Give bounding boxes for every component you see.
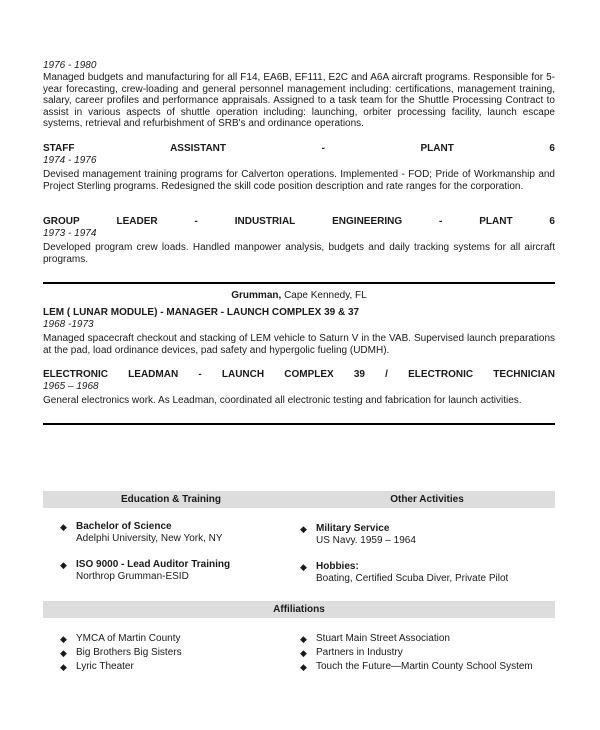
title-word: ELECTRONIC bbox=[408, 369, 474, 380]
title-word: STAFF bbox=[43, 143, 75, 154]
employer-name: Grumman, bbox=[231, 290, 282, 301]
title-word: ENGINEERING bbox=[332, 216, 403, 227]
job4-title: LEM ( LUNAR MODULE) - MANAGER - LAUNCH COMPLEX 39 & 37 bbox=[43, 307, 360, 318]
divider bbox=[43, 282, 555, 284]
list-item bbox=[300, 523, 555, 547]
job2-title bbox=[43, 143, 555, 155]
title-word: 6 bbox=[549, 216, 555, 227]
title-word: ELECTRONIC bbox=[43, 369, 108, 380]
bullet-icon: ◆ bbox=[60, 634, 67, 644]
bullet-icon: ◆ bbox=[300, 634, 307, 644]
affiliation-label: YMCA of Martin County bbox=[76, 633, 181, 644]
title-word: PLANT bbox=[420, 143, 454, 154]
title-word: ASSISTANT bbox=[170, 143, 226, 154]
title-word: LAUNCH bbox=[221, 369, 265, 380]
list-item bbox=[60, 559, 290, 583]
job1-description: Managed budgets and manufacturing for all F14, EA6B, EF111, E2C and A6A aircraft programs. Responsible for 5-year forecasting, crew-loading and general personnel management including: certifications, management training, salary, career profiles and performance appraisals. Assigned to a task team for the Shuttle Processing Contract to assist in various aspects of shuttle operation including: launching, orbiter processing facility, launch escape systems, retrieval and refurbishment of SRB's and ordinance operations. bbox=[43, 72, 555, 129]
job5-title bbox=[43, 369, 555, 381]
education-title: Bachelor of Science bbox=[76, 521, 172, 532]
employer-line bbox=[43, 290, 555, 301]
title-word: - bbox=[321, 143, 325, 154]
title-word: 39 bbox=[353, 369, 365, 380]
title-word: LEADMAN bbox=[128, 369, 179, 380]
title-word: COMPLEX bbox=[284, 369, 334, 380]
affiliation-label: Partners in Industry bbox=[316, 647, 403, 658]
title-word: PLANT bbox=[479, 216, 513, 227]
title-word: / bbox=[385, 369, 388, 380]
affiliation-label: Big Brothers Big Sisters bbox=[76, 647, 182, 658]
bullet-icon: ◆ bbox=[60, 662, 67, 672]
activity-detail: Boating, Certified Scuba Diver, Private Pilot bbox=[316, 573, 509, 584]
education-other-header bbox=[43, 491, 555, 508]
title-word: TECHNICIAN bbox=[493, 369, 555, 380]
education-title: ISO 9000 - Lead Auditor Training bbox=[76, 559, 231, 570]
title-word: LEADER bbox=[116, 216, 158, 227]
affiliations-header bbox=[43, 601, 555, 618]
list-item bbox=[300, 661, 555, 673]
job4-description: Managed spacecraft checkout and stacking of LEM vehicle to Saturn V in the VAB. Supervised launch preparations at the pad, load ordinance devices, pad safety and hypergolic fueling (UDMH). bbox=[43, 333, 555, 356]
title-word: - bbox=[439, 216, 443, 227]
affiliations-heading: Affiliations bbox=[273, 604, 325, 615]
bullet-icon: ◆ bbox=[300, 524, 307, 534]
job1-dates: 1976 - 1980 bbox=[43, 60, 97, 71]
job2-dates: 1974 - 1976 bbox=[43, 155, 97, 166]
list-item bbox=[300, 647, 555, 659]
bullet-icon: ◆ bbox=[60, 522, 67, 532]
bullet-icon: ◆ bbox=[300, 662, 307, 672]
job5-dates: 1965 – 1968 bbox=[43, 381, 99, 392]
job4-dates: 1968 -1973 bbox=[43, 319, 94, 330]
activity-title: Military Service bbox=[316, 523, 390, 534]
list-item bbox=[60, 661, 290, 673]
affiliations-right-list bbox=[300, 633, 555, 673]
education-heading: Education & Training bbox=[120, 494, 221, 505]
title-word: - bbox=[198, 369, 202, 380]
affiliations-left-list bbox=[60, 633, 290, 673]
bullet-icon: ◆ bbox=[60, 560, 67, 570]
other-activities-heading: Other Activities bbox=[390, 494, 464, 505]
list-item bbox=[300, 561, 555, 585]
title-word: GROUP bbox=[43, 216, 80, 227]
list-item bbox=[60, 633, 290, 645]
bullet-icon: ◆ bbox=[300, 648, 307, 658]
bullet-icon: ◆ bbox=[300, 562, 307, 572]
employer-location: Cape Kennedy, FL bbox=[284, 290, 367, 301]
list-item bbox=[300, 633, 555, 645]
list-item bbox=[60, 521, 290, 545]
title-word: 6 bbox=[549, 143, 555, 154]
activity-detail: US Navy. 1959 – 1964 bbox=[316, 535, 416, 546]
job5-description: General electronics work. As Leadman, coordinated all electronic testing and fabrication for launch activities. bbox=[43, 395, 522, 406]
job3-title bbox=[43, 216, 555, 228]
other-activities-list bbox=[300, 523, 555, 585]
bullet-icon: ◆ bbox=[60, 648, 67, 658]
job2-description: Devised management training programs for Calverton operations. Implemented - FOD; Pride of Workmanship and Project Sterling programs. Redesigned the skill code position description and rate ranges for the corporation. bbox=[43, 169, 555, 192]
affiliation-label: Stuart Main Street Association bbox=[316, 633, 450, 644]
job3-description: Developed program crew loads. Handled manpower analysis, budgets and daily tracking systems for all aircraft programs. bbox=[43, 242, 555, 265]
list-item bbox=[60, 647, 290, 659]
affiliation-label: Lyric Theater bbox=[76, 661, 134, 672]
job3-dates: 1973 - 1974 bbox=[43, 228, 97, 239]
activity-title: Hobbies: bbox=[316, 561, 359, 572]
title-word: INDUSTRIAL bbox=[234, 216, 296, 227]
education-list bbox=[60, 521, 290, 583]
divider bbox=[43, 423, 555, 425]
education-detail: Adelphi University, New York, NY bbox=[76, 533, 223, 544]
affiliation-label: Touch the Future—Martin County School System bbox=[316, 661, 533, 672]
title-word: - bbox=[194, 216, 198, 227]
education-detail: Northrop Grumman-ESID bbox=[76, 571, 189, 582]
